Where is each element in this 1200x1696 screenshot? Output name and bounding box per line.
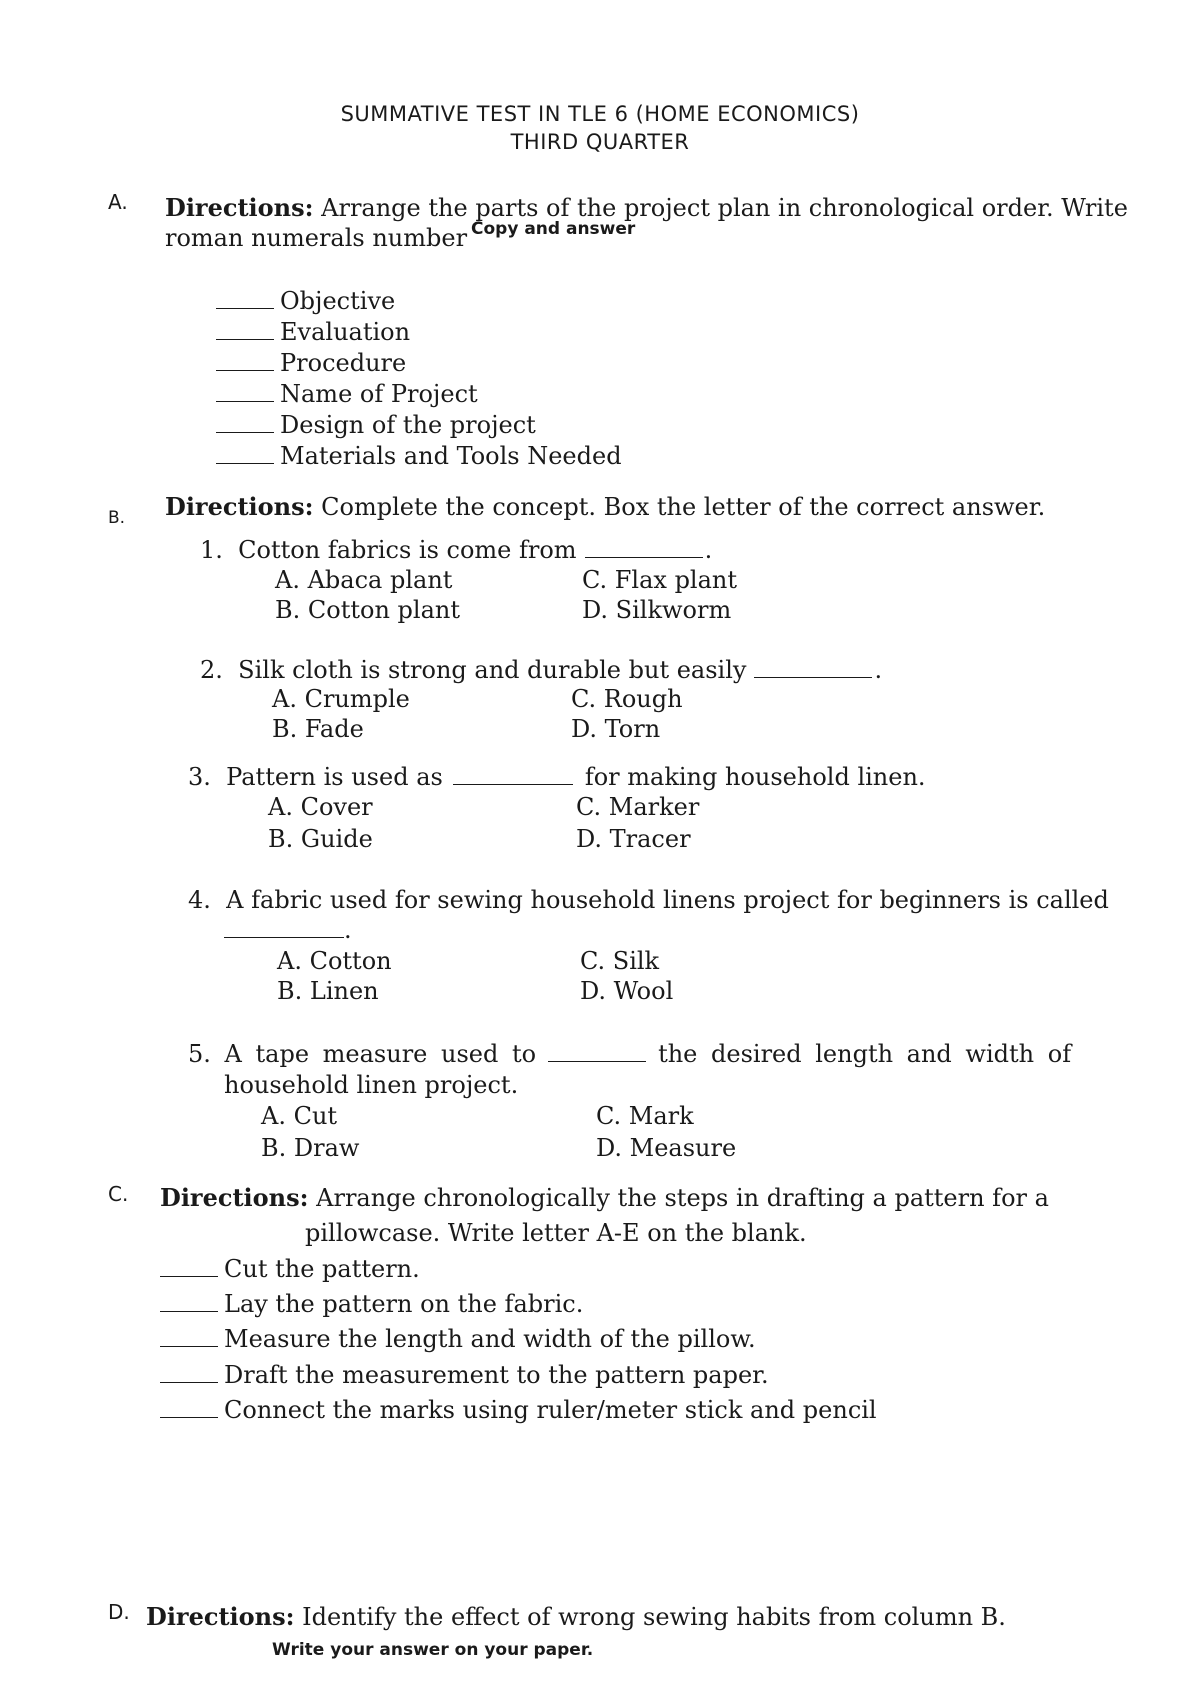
section-a-directions	[165, 193, 1128, 222]
question-1: 1. Cotton fabrics is come from .	[200, 536, 713, 564]
copy-answer-note: Copy and answer	[471, 219, 636, 239]
choice: B. Draw	[261, 1134, 360, 1162]
list-item: Name of Project	[216, 380, 478, 408]
question-4: 4. A fabric used for sewing household linens project for beginners is called	[188, 886, 1109, 914]
choice: A. Cut	[261, 1102, 338, 1130]
directions-text: Complete the concept. Box the letter of the correct answer.	[321, 493, 1046, 521]
answer-blank	[548, 1041, 646, 1062]
list-item: Design of the project	[216, 411, 536, 439]
section-d-directions	[146, 1602, 1006, 1631]
directions-label: Directions:	[165, 492, 314, 521]
directions-text: Arrange the parts of the project plan in chronological order. Write	[321, 194, 1128, 222]
answer-blank	[216, 412, 274, 433]
section-a-letter: A.	[108, 190, 128, 214]
directions-text: Arrange chronologically the steps in drafting a pattern for a	[316, 1184, 1049, 1212]
answer-blank	[754, 657, 872, 678]
directions-label: Directions:	[146, 1602, 295, 1631]
section-d-letter: D.	[108, 1600, 130, 1624]
choice: C. Flax plant	[582, 566, 738, 594]
choice: A. Crumple	[272, 685, 410, 713]
list-item: Draft the measurement to the pattern paper.	[160, 1361, 769, 1389]
choice: C. Rough	[571, 685, 683, 713]
directions-text: Identify the effect of wrong sewing habits from column B.	[302, 1603, 1006, 1631]
choice: C. Silk	[580, 947, 660, 975]
choice: B. Guide	[268, 825, 373, 853]
answer-blank	[216, 319, 274, 340]
section-b-directions	[165, 492, 1045, 521]
answer-blank	[160, 1397, 218, 1418]
answer-blank	[160, 1256, 218, 1277]
answer-blank	[585, 537, 703, 558]
choice: A. Cover	[268, 793, 373, 821]
answer-blank	[160, 1326, 218, 1347]
list-item: Procedure	[216, 349, 406, 377]
list-item: Materials and Tools Needed	[216, 442, 622, 470]
choice: D. Silkworm	[582, 596, 732, 624]
answer-blank	[224, 917, 344, 938]
choice: D. Tracer	[576, 825, 691, 853]
test-subtitle: THIRD QUARTER	[510, 130, 690, 154]
choice: B. Fade	[272, 715, 364, 743]
answer-blank	[216, 288, 274, 309]
test-title: SUMMATIVE TEST IN TLE 6 (HOME ECONOMICS)	[340, 102, 860, 126]
section-c-letter: C.	[108, 1182, 129, 1206]
section-c-directions	[160, 1183, 1049, 1212]
choice: A. Cotton	[277, 947, 392, 975]
question-5: 5. A tape measure used to the desired length and width of	[188, 1040, 1072, 1068]
section-c-directions-line2: pillowcase. Write letter A-E on the blank.	[305, 1219, 807, 1247]
list-item: Lay the pattern on the fabric.	[160, 1290, 583, 1318]
answer-blank	[216, 381, 274, 402]
answer-blank	[160, 1291, 218, 1312]
question-5-line2: household linen project.	[224, 1071, 519, 1099]
list-item: Connect the marks using ruler/meter stick and pencil	[160, 1396, 877, 1424]
choice: D. Torn	[571, 715, 661, 743]
choice: C. Marker	[576, 793, 700, 821]
list-item: Cut the pattern.	[160, 1255, 420, 1283]
choice: C. Mark	[596, 1102, 694, 1130]
directions-label: Directions:	[160, 1183, 309, 1212]
list-item: Objective	[216, 287, 395, 315]
answer-note: Write your answer on your paper.	[272, 1640, 594, 1660]
choice: B. Linen	[277, 977, 379, 1005]
list-item: Measure the length and width of the pillow.	[160, 1325, 756, 1353]
answer-blank	[216, 443, 274, 464]
section-b-letter: B.	[108, 508, 126, 528]
answer-blank	[453, 764, 573, 785]
choice: D. Measure	[596, 1134, 737, 1162]
question-3: 3. Pattern is used as for making household linen.	[188, 763, 926, 791]
answer-blank	[216, 350, 274, 371]
question-4-line2: .	[224, 916, 352, 944]
question-2: 2. Silk cloth is strong and durable but easily .	[200, 656, 883, 684]
section-a-directions-line2: roman numerals number	[165, 224, 468, 252]
choice: D. Wool	[580, 977, 674, 1005]
directions-label: Directions:	[165, 193, 314, 222]
choice: B. Cotton plant	[275, 596, 460, 624]
answer-blank	[160, 1362, 218, 1383]
choice: A. Abaca plant	[275, 566, 453, 594]
list-item: Evaluation	[216, 318, 410, 346]
